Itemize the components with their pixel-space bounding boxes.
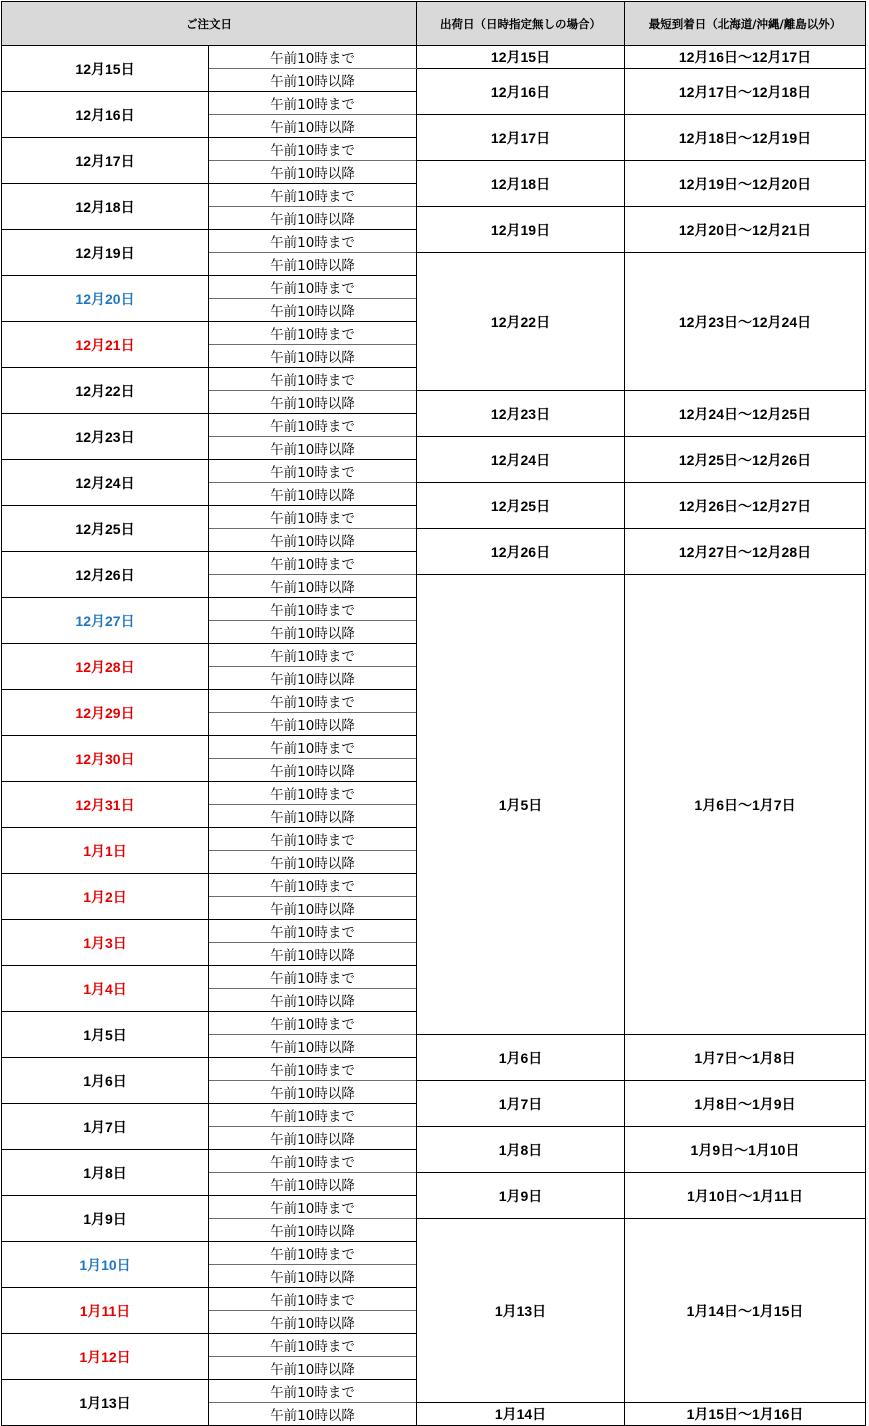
arrival-date-cell: 1月10日～1月11日 [625, 1173, 866, 1219]
order-date-cell: 1月2日 [2, 874, 209, 920]
arrival-date-cell: 12月16日～12月17日 [625, 46, 866, 69]
ship-date-cell: 1月13日 [417, 1219, 625, 1403]
slot-after-10am: 午前10時以降 [209, 713, 417, 736]
slot-before-10am: 午前10時まで [209, 460, 417, 483]
order-date-cell: 1月11日 [2, 1288, 209, 1334]
slot-before-10am: 午前10時まで [209, 92, 417, 115]
slot-after-10am: 午前10時以降 [209, 345, 417, 368]
slot-after-10am: 午前10時以降 [209, 759, 417, 782]
slot-after-10am: 午前10時以降 [209, 529, 417, 552]
order-date-header: ご注文日 [2, 2, 417, 46]
slot-after-10am: 午前10時以降 [209, 483, 417, 506]
slot-after-10am: 午前10時以降 [209, 989, 417, 1012]
order-date-cell: 12月28日 [2, 644, 209, 690]
order-date-cell: 12月15日 [2, 46, 209, 92]
order-date-cell: 1月5日 [2, 1012, 209, 1058]
slot-after-10am: 午前10時以降 [209, 1219, 417, 1242]
slot-before-10am: 午前10時まで [209, 552, 417, 575]
slot-after-10am: 午前10時以降 [209, 207, 417, 230]
arrival-date-cell: 12月26日～12月27日 [625, 483, 866, 529]
order-date-cell: 1月7日 [2, 1104, 209, 1150]
ship-date-cell: 12月22日 [417, 253, 625, 391]
schedule-body [2, 46, 866, 1426]
order-date-cell: 12月17日 [2, 138, 209, 184]
ship-date-cell: 1月5日 [417, 575, 625, 1035]
slot-before-10am: 午前10時まで [209, 276, 417, 299]
slot-before-10am: 午前10時まで [209, 1104, 417, 1127]
order-date-cell: 1月8日 [2, 1150, 209, 1196]
order-date-cell: 12月18日 [2, 184, 209, 230]
slot-before-10am: 午前10時まで [209, 920, 417, 943]
arrival-date-cell: 12月27日～12月28日 [625, 529, 866, 575]
slot-after-10am: 午前10時以降 [209, 1173, 417, 1196]
order-date-cell: 1月12日 [2, 1334, 209, 1380]
slot-after-10am: 午前10時以降 [209, 1403, 417, 1426]
slot-after-10am: 午前10時以降 [209, 391, 417, 414]
order-date-cell: 12月24日 [2, 460, 209, 506]
ship-date-cell: 12月15日 [417, 46, 625, 69]
slot-before-10am: 午前10時まで [209, 690, 417, 713]
arrival-date-cell: 12月18日～12月19日 [625, 115, 866, 161]
slot-after-10am: 午前10時以降 [209, 1311, 417, 1334]
slot-before-10am: 午前10時まで [209, 828, 417, 851]
order-date-cell: 1月1日 [2, 828, 209, 874]
ship-date-cell: 12月23日 [417, 391, 625, 437]
ship-date-cell: 1月8日 [417, 1127, 625, 1173]
slot-before-10am: 午前10時まで [209, 1380, 417, 1403]
slot-before-10am: 午前10時まで [209, 1196, 417, 1219]
order-date-cell: 12月25日 [2, 506, 209, 552]
slot-after-10am: 午前10時以降 [209, 1035, 417, 1058]
slot-before-10am: 午前10時まで [209, 874, 417, 897]
arrival-date-cell: 12月25日～12月26日 [625, 437, 866, 483]
slot-after-10am: 午前10時以降 [209, 943, 417, 966]
slot-after-10am: 午前10時以降 [209, 1265, 417, 1288]
order-date-cell: 12月16日 [2, 92, 209, 138]
order-date-cell: 1月3日 [2, 920, 209, 966]
slot-before-10am: 午前10時まで [209, 1058, 417, 1081]
order-date-cell: 12月27日 [2, 598, 209, 644]
order-date-cell: 1月6日 [2, 1058, 209, 1104]
order-date-cell: 1月13日 [2, 1380, 209, 1426]
order-date-cell: 12月31日 [2, 782, 209, 828]
arrival-date-cell: 12月19日～12月20日 [625, 161, 866, 207]
order-date-cell: 1月4日 [2, 966, 209, 1012]
slot-after-10am: 午前10時以降 [209, 1127, 417, 1150]
slot-after-10am: 午前10時以降 [209, 621, 417, 644]
slot-before-10am: 午前10時まで [209, 1012, 417, 1035]
arrival-date-cell: 12月24日～12月25日 [625, 391, 866, 437]
slot-before-10am: 午前10時まで [209, 966, 417, 989]
ship-date-cell: 1月9日 [417, 1173, 625, 1219]
ship-date-cell: 12月19日 [417, 207, 625, 253]
slot-after-10am: 午前10時以降 [209, 1081, 417, 1104]
order-date-cell: 12月23日 [2, 414, 209, 460]
slot-after-10am: 午前10時以降 [209, 575, 417, 598]
arrival-date-cell: 12月20日～12月21日 [625, 207, 866, 253]
ship-date-header: 出荷日（日時指定無しの場合） [417, 2, 625, 46]
slot-after-10am: 午前10時以降 [209, 115, 417, 138]
ship-date-cell: 12月17日 [417, 115, 625, 161]
slot-before-10am: 午前10時まで [209, 414, 417, 437]
slot-after-10am: 午前10時以降 [209, 253, 417, 276]
arrival-date-cell: 12月23日～12月24日 [625, 253, 866, 391]
slot-before-10am: 午前10時まで [209, 1288, 417, 1311]
slot-before-10am: 午前10時まで [209, 322, 417, 345]
ship-date-cell: 12月16日 [417, 69, 625, 115]
order-date-cell: 12月30日 [2, 736, 209, 782]
slot-before-10am: 午前10時まで [209, 736, 417, 759]
slot-before-10am: 午前10時まで [209, 184, 417, 207]
slot-before-10am: 午前10時まで [209, 1334, 417, 1357]
slot-before-10am: 午前10時まで [209, 368, 417, 391]
arrival-date-cell: 1月7日～1月8日 [625, 1035, 866, 1081]
arrival-date-header: 最短到着日（北海道/沖縄/離島以外） [625, 2, 866, 46]
order-date-cell: 12月26日 [2, 552, 209, 598]
ship-date-cell: 12月24日 [417, 437, 625, 483]
slot-before-10am: 午前10時まで [209, 1242, 417, 1265]
slot-before-10am: 午前10時まで [209, 1150, 417, 1173]
slot-after-10am: 午前10時以降 [209, 1357, 417, 1380]
order-date-cell: 1月9日 [2, 1196, 209, 1242]
slot-before-10am: 午前10時まで [209, 782, 417, 805]
slot-after-10am: 午前10時以降 [209, 299, 417, 322]
ship-date-cell: 1月7日 [417, 1081, 625, 1127]
order-date-cell: 12月21日 [2, 322, 209, 368]
ship-date-cell: 1月6日 [417, 1035, 625, 1081]
ship-date-cell: 1月14日 [417, 1403, 625, 1426]
slot-before-10am: 午前10時まで [209, 138, 417, 161]
ship-date-cell: 12月26日 [417, 529, 625, 575]
slot-after-10am: 午前10時以降 [209, 897, 417, 920]
slot-after-10am: 午前10時以降 [209, 69, 417, 92]
order-date-cell: 12月20日 [2, 276, 209, 322]
slot-before-10am: 午前10時まで [209, 506, 417, 529]
slot-after-10am: 午前10時以降 [209, 667, 417, 690]
slot-before-10am: 午前10時まで [209, 46, 417, 69]
order-date-cell: 1月10日 [2, 1242, 209, 1288]
shipping-schedule-table [1, 1, 866, 1426]
order-date-cell: 12月29日 [2, 690, 209, 736]
slot-before-10am: 午前10時まで [209, 230, 417, 253]
arrival-date-cell: 1月15日～1月16日 [625, 1403, 866, 1426]
slot-after-10am: 午前10時以降 [209, 805, 417, 828]
arrival-date-cell: 1月9日～1月10日 [625, 1127, 866, 1173]
slot-before-10am: 午前10時まで [209, 644, 417, 667]
slot-after-10am: 午前10時以降 [209, 437, 417, 460]
slot-before-10am: 午前10時まで [209, 598, 417, 621]
table-row [2, 46, 866, 69]
arrival-date-cell: 1月14日～1月15日 [625, 1219, 866, 1403]
header-row [2, 2, 866, 46]
arrival-date-cell: 12月17日～12月18日 [625, 69, 866, 115]
slot-after-10am: 午前10時以降 [209, 161, 417, 184]
arrival-date-cell: 1月6日～1月7日 [625, 575, 866, 1035]
order-date-cell: 12月19日 [2, 230, 209, 276]
ship-date-cell: 12月18日 [417, 161, 625, 207]
order-date-cell: 12月22日 [2, 368, 209, 414]
ship-date-cell: 12月25日 [417, 483, 625, 529]
arrival-date-cell: 1月8日～1月9日 [625, 1081, 866, 1127]
slot-after-10am: 午前10時以降 [209, 851, 417, 874]
